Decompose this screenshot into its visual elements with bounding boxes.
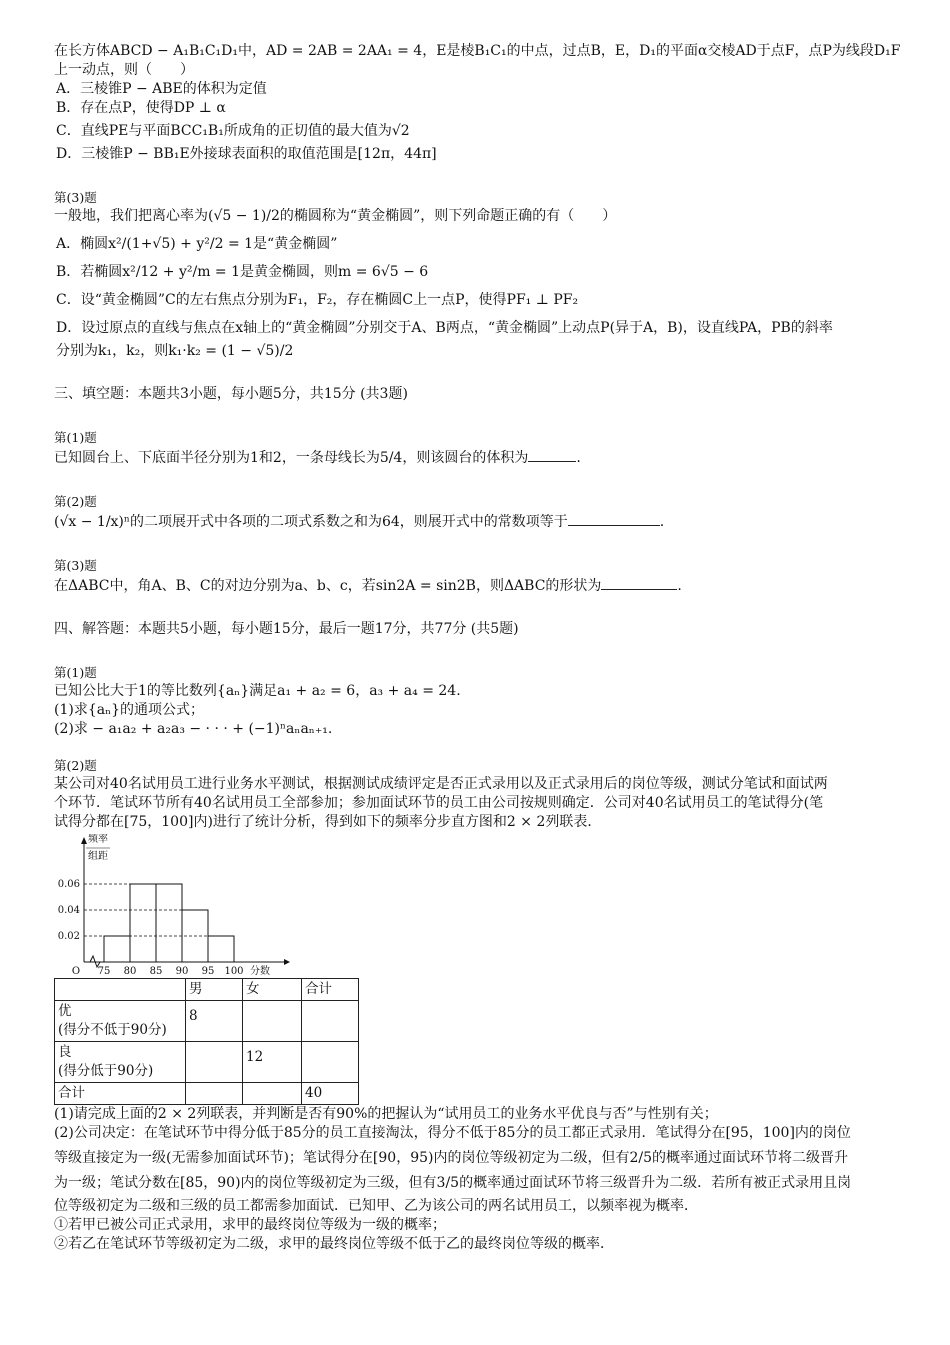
x-tick-label: 100: [224, 966, 244, 976]
histogram-bar: [156, 884, 182, 962]
question-stem: 个环节．笔试环节所有40名试用员工全部参加；参加面试环节的员工由公司按规则确定．公司对40名试用员工的笔试得分(笔: [54, 795, 824, 811]
option-b: B．存在点P，使得DP ⊥ α: [56, 100, 226, 116]
question-stem: 已知圆台上、下底面半径分别为1和2，一条母线长为5/4，则该圆台的体积为 .: [54, 447, 904, 468]
question-text: (√x − 1/x)ⁿ的二项展开式中各项的二项式系数之和为64，则展开式中的常数项等于: [54, 514, 568, 530]
table-cell: [302, 1001, 359, 1042]
option-a: A．椭圆x²/(1+√5) + y²/2 = 1是“黄金椭圆”: [56, 236, 338, 252]
question-stem: 在长方体ABCD − A₁B₁C₁D₁中，AD = 2AB = 2AA₁ = 4，E是棱B₁C₁的中点，过点B，E，D₁的平面α交棱AD于点F，点P为线段D₁F: [54, 43, 901, 59]
histogram-bar: [104, 936, 130, 962]
question-text: 在ΔABC中，角A、B、C的对边分别为a、b、c，若sin2A = sin2B，则ΔABC的形状为: [54, 578, 602, 594]
x-tick-label: 80: [123, 966, 137, 976]
table-cell: 40: [302, 1083, 359, 1105]
y-axis-label-bottom: 组距: [88, 851, 108, 862]
histogram-bar: [208, 936, 234, 962]
question-part: 为一级；笔试分数在[85，90)内的岗位等级初定为三级，但有3/5的概率通过面试环节将三级晋升为二级．若所有被正式录用且岗: [54, 1175, 852, 1191]
table-cell: [186, 1042, 243, 1083]
table-cell: [302, 1042, 359, 1083]
table-row: [55, 1083, 359, 1105]
question-part: 位等级初定为二级和三级的员工都需参加面试．已知甲、乙为该公司的两名试用员工，以频率视为概率．: [54, 1198, 698, 1214]
question-label: 第(3)题: [54, 190, 97, 205]
x-tick-label: 75: [97, 966, 111, 976]
question-stem: 上一动点，则（ ）: [54, 62, 194, 78]
question-label: 第(3)题: [54, 558, 97, 573]
table-cell: 8: [186, 1001, 243, 1042]
option-c: C．直线PE与平面BCC₁B₁所成角的正切值的最大值为√2: [56, 123, 410, 139]
question-part: (2)求 − a₁a₂ + a₂a₃ − · · · + (−1)ⁿaₙaₙ₊₁.: [54, 721, 333, 737]
section-title: 三、填空题：本题共3小题，每小题5分，共15分 (共3题): [54, 386, 408, 402]
question-stem: 某公司对40名试用员工进行业务水平测试，根据测试成绩评定是否正式录用以及正式录用后的岗位等级，测试分笔试和面试两: [54, 776, 828, 792]
table-cell: 12: [243, 1042, 302, 1083]
option-d: D．三棱锥P − BB₁E外接球表面积的取值范围是[12π，44π]: [56, 146, 437, 162]
table-row: [55, 1042, 359, 1083]
question-stem: 在ΔABC中，角A、B、C的对边分别为a、b、c，若sin2A = sin2B，则ΔABC的形状为 .: [54, 575, 904, 596]
row-label-sub: (得分不低于90分): [58, 1022, 167, 1038]
x-axis-label: 分数: [250, 966, 270, 976]
answer-blank[interactable]: [568, 511, 660, 526]
question-part: (1)请完成上面的2 × 2列联表，并判断是否有90%的把握认为“试用员工的业务水平优良与否”与性别有关；: [54, 1106, 718, 1122]
sub-question: ①若甲已被公司正式录用，求甲的最终岗位等级为一级的概率；: [54, 1217, 446, 1233]
row-label-main: 优: [58, 1003, 72, 1019]
option-d-continued: 分别为k₁，k₂，则k₁·k₂ = (1 − √5)/2: [56, 343, 294, 359]
question-part: (1)求{aₙ}的通项公式；: [54, 702, 205, 718]
question-label: 第(2)题: [54, 758, 97, 773]
origin-label: O: [71, 966, 81, 976]
table-row-label: [55, 1042, 186, 1083]
question-label: 第(1)题: [54, 665, 97, 680]
question-label: 第(1)题: [54, 430, 97, 445]
histogram-svg: [54, 834, 314, 976]
histogram-chart: [54, 834, 314, 976]
x-tick-label: 85: [149, 966, 163, 976]
option-a: A．三棱锥P − ABE的体积为定值: [56, 81, 267, 97]
question-stem: 一般地，我们把离心率为(√5 − 1)/2的椭圆称为“黄金椭圆”，则下列命题正确的有（ ）: [54, 208, 617, 224]
option-d: D．设过原点的直线与焦点在x轴上的“黄金椭圆”分别交于A、B两点，“黄金椭圆”上动点P(异于A，B)，设直线PA，PB的斜率: [56, 320, 833, 336]
table-cell: [243, 1083, 302, 1105]
exam-page: [54, 42, 904, 1254]
question-part: 等级直接定为一级(无需参加面试环节)；笔试得分在[90，95)内的岗位等级初定为二级，但有2/5的概率通过面试环节将二级晋升: [54, 1150, 849, 1166]
table-row-label: [55, 1001, 186, 1042]
y-tick-label: 0.04: [57, 905, 80, 916]
table-cell: [186, 1083, 243, 1105]
option-c: C．设“黄金椭圆”C的左右焦点分别为F₁，F₂，存在椭圆C上一点P，使得PF₁ ⊥ PF₂: [56, 292, 579, 308]
y-tick-label: 0.06: [57, 879, 80, 890]
question-stem: (√x − 1/x)ⁿ的二项展开式中各项的二项式系数之和为64，则展开式中的常数项等于 .: [54, 511, 904, 532]
table-header-cell: [55, 979, 186, 1001]
table-row-label: 合计: [55, 1083, 186, 1105]
section-title: 四、解答题：本题共5小题，每小题15分，最后一题17分，共77分 (共5题): [54, 621, 519, 637]
y-axis-arrow: [81, 837, 87, 844]
x-tick-label: 95: [201, 966, 215, 976]
question-label: 第(2)题: [54, 494, 97, 509]
table-row: [55, 1001, 359, 1042]
y-tick-label: 0.02: [57, 931, 80, 942]
table-header-cell: 合计: [302, 979, 359, 1001]
table-header-cell: 女: [243, 979, 302, 1001]
table-header-cell: 男: [186, 979, 243, 1001]
y-axis-label-top: 频率: [88, 834, 108, 845]
x-axis-arrow: [284, 959, 290, 965]
option-b: B．若椭圆x²/12 + y²/m = 1是黄金椭圆，则m = 6√5 − 6: [56, 264, 429, 280]
question-part: (2)公司决定：在笔试环节中得分低于85分的员工直接淘汰，得分不低于85分的员工都正式录用．笔试得分在[95，100]内的岗位: [54, 1125, 851, 1141]
answer-blank[interactable]: [528, 447, 576, 462]
row-label-sub: (得分低于90分): [58, 1063, 154, 1079]
question-stem: 已知公比大于1的等比数列{aₙ}满足a₁ + a₂ = 6，a₃ + a₄ = 24.: [54, 683, 461, 699]
x-tick-label: 90: [175, 966, 189, 976]
histogram-bar: [130, 884, 156, 962]
question-stem: 试得分都在[75，100]内)进行了统计分析，得到如下的频率分步直方图和2 × 2列联表．: [54, 814, 602, 830]
contingency-table: [54, 978, 359, 1105]
table-header-row: [55, 979, 359, 1001]
table-cell: [243, 1001, 302, 1042]
sub-question: ②若乙在笔试环节等级初定为二级，求甲的最终岗位等级不低于乙的最终岗位等级的概率．: [54, 1236, 614, 1252]
answer-blank[interactable]: [601, 575, 677, 590]
question-text: 已知圆台上、下底面半径分别为1和2，一条母线长为5/4，则该圆台的体积为: [54, 450, 529, 466]
row-label-main: 良: [58, 1044, 72, 1060]
